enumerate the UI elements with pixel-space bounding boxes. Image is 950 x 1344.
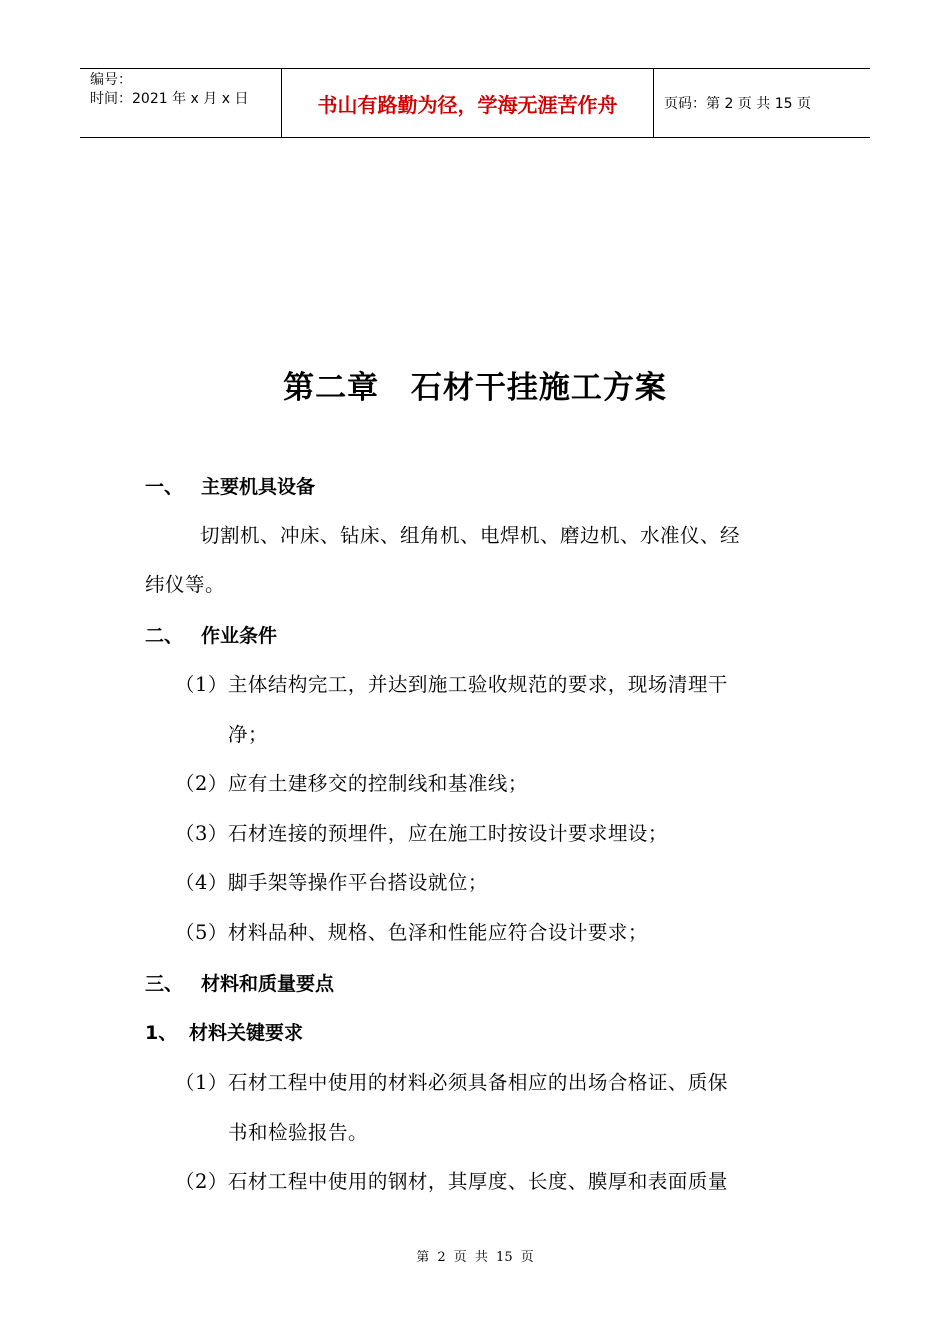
section-3-title: 材料和质量要点 bbox=[201, 973, 335, 995]
section-2-item-1-line1: （1）主体结构完工，并达到施工验收规范的要求，现场清理干 bbox=[175, 673, 728, 696]
page-footer: 第 2 页 共 15 页 bbox=[416, 1250, 534, 1265]
header-motto: 书山有路勤为径，学海无涯苦作舟 bbox=[282, 69, 654, 137]
section-1-heading bbox=[145, 472, 315, 499]
section-3-1-number: 1、 bbox=[145, 1022, 178, 1044]
section-1-text-line2: 纬仪等。 bbox=[145, 573, 226, 596]
chapter-number: 第二章 bbox=[283, 370, 380, 406]
page-header bbox=[80, 68, 870, 138]
section-1-text-line1: 切割机、冲床、钻床、组角机、电焊机、磨边机、水准仪、经 bbox=[200, 524, 741, 547]
section-1-number: 一、 bbox=[145, 476, 184, 498]
chapter-name: 石材干挂施工方案 bbox=[410, 370, 667, 406]
header-meta bbox=[80, 69, 282, 137]
section-2-item-3: （3）石材连接的预埋件，应在施工时按设计要求埋设； bbox=[175, 822, 668, 845]
section-3-1-heading bbox=[145, 1018, 303, 1045]
section-3-heading bbox=[145, 969, 334, 996]
section-2-item-5: （5）材料品种、规格、色泽和性能应符合设计要求； bbox=[175, 921, 648, 944]
section-3-item-1-line1: （1）石材工程中使用的材料必须具备相应的出场合格证、质保 bbox=[175, 1071, 728, 1094]
section-3-1-title: 材料关键要求 bbox=[189, 1022, 304, 1044]
section-2-title: 作业条件 bbox=[201, 625, 278, 647]
header-page-info: 页码：第 2 页 共 15 页 bbox=[664, 96, 811, 112]
section-2-heading bbox=[145, 621, 277, 648]
number-label: 编号： bbox=[90, 72, 132, 88]
section-3-item-1-line2: 书和检验报告。 bbox=[228, 1121, 369, 1144]
time-label: 时间：2021 年 x 月 x 日 bbox=[90, 91, 249, 107]
section-1-title: 主要机具设备 bbox=[201, 476, 316, 498]
section-2-item-4: （4）脚手架等操作平台搭设就位； bbox=[175, 871, 488, 894]
section-2-item-1-line2: 净； bbox=[228, 723, 269, 746]
section-2-number: 二、 bbox=[145, 625, 184, 647]
section-3-item-2-line1: （2）石材工程中使用的钢材，其厚度、长度、膜厚和表面质量 bbox=[175, 1170, 728, 1193]
chapter-title bbox=[0, 362, 950, 407]
section-2-item-2: （2）应有土建移交的控制线和基准线； bbox=[175, 772, 528, 795]
section-3-number: 三、 bbox=[145, 973, 184, 995]
